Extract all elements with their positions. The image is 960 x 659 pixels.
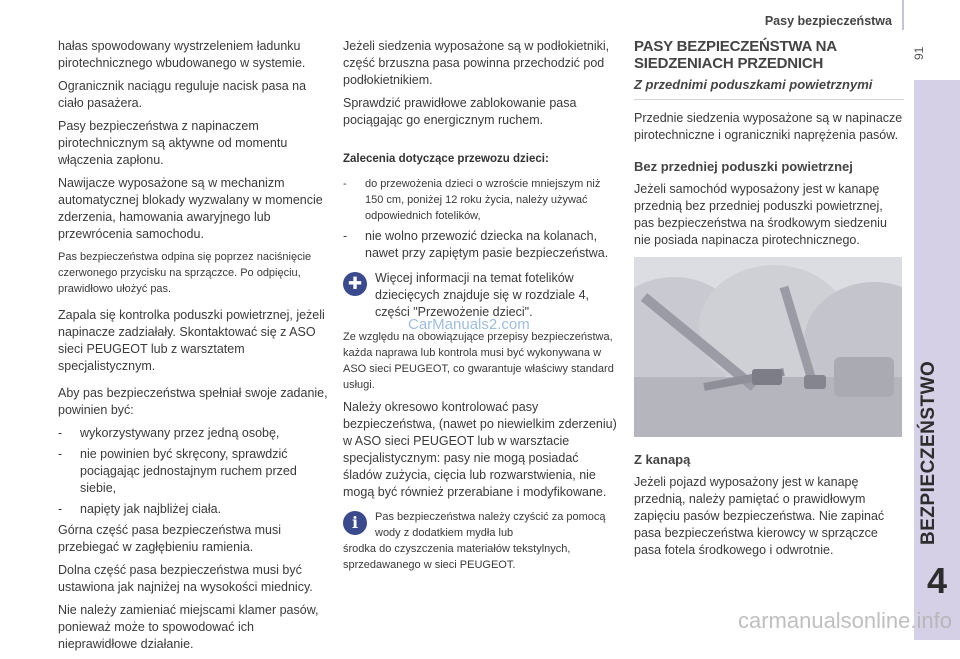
- paragraph: Jeżeli samochód wyposażony jest w kanapę przednią bez przedniej poduszki powietrznej, pas bezpieczeństwa na środkowym siedzeniu nie posiada napinacza pirotechnicznego.: [634, 182, 887, 247]
- paragraph: Nie należy zamieniać miejscami klamer pasów, ponieważ może to spowodować ich nieprawidłowe działanie.: [58, 603, 319, 651]
- paragraph: Jeżeli siedzenia wyposażone są w podłokietniki, część brzuszna pasa powinna przechodzić pod podłokietnikiem.: [343, 39, 610, 87]
- note-box: [343, 270, 618, 321]
- footer-watermark: carmanualsonline.info: [737, 608, 952, 633]
- list-item: - napięty jak najbliżej ciała.: [58, 502, 222, 516]
- note-box: [343, 509, 618, 573]
- running-header: Pasy bezpieczeństwa: [764, 14, 892, 28]
- paragraph: Ogranicznik naciągu reguluje nacisk pasa na ciało pasażera.: [58, 79, 307, 110]
- chapter-label: BEZPIECZEŃSTWO: [918, 360, 939, 545]
- paragraph: Zapala się kontrolka poduszki powietrznej, jeżeli napinacze zadziałały. Skontaktować się z ASO sieci PEUGEOT lub z warsztatem specjalistycznym.: [58, 308, 325, 373]
- column-left: [58, 38, 330, 659]
- seatbelt-illustration: [634, 257, 902, 437]
- seatbelt-photo: [634, 257, 902, 437]
- subsection-heading: Bez przedniej poduszki powietrznej: [634, 159, 853, 174]
- paragraph: Dolna część pasa bezpieczeństwa musi być ustawiona jak najniżej na wysokości miednicy.: [58, 563, 313, 594]
- section-subheading: Zalecenia dotyczące przewozu dzieci:: [343, 153, 549, 165]
- plus-info-icon: ✚: [343, 272, 367, 296]
- note-text: Więcej informacji na temat fotelików dziecięcych znajduje się w rozdziale 4, części "Przewożenie dzieci".: [375, 271, 589, 319]
- subsection-heading: Z kanapą: [634, 452, 691, 467]
- section-title: PASY BEZPIECZEŃSTWA NA SIEDZENIACH PRZEDNICH: [634, 38, 837, 72]
- info-icon: i: [343, 511, 367, 535]
- page-number: 91: [912, 46, 926, 60]
- list-item: - nie wolno przewozić dziecka na kolanach, nawet przy zapiętym pasie bezpieczeństwa.: [343, 229, 609, 260]
- paragraph: Aby pas bezpieczeństwa spełniał swoje zadanie, powinien być:: [58, 386, 328, 417]
- paragraph: Należy okresowo kontrolować pasy bezpieczeństwa, (nawet po niewielkim zderzeniu) w ASO sieci PEUGEOT lub w warsztacie specjalistycznym: pasy nie mogą posiadać śladów zużycia, cięcia lub rozwarstwienia, nie mogą być również przerabiane i modyfikowane.: [343, 400, 617, 499]
- paragraph: Górna część pasa bezpieczeństwa musi przebiegać w zagłębieniu ramienia.: [58, 523, 282, 554]
- watermark: CarManuals2.com: [408, 316, 530, 333]
- paragraph: Przednie siedzenia wyposażone są w napinacze pirotechniczne i ograniczniki naprężenia pasów.: [634, 111, 903, 142]
- list-item: - nie powinien być skręcony, sprawdzić pociągając jednostajnym ruchem przed siebie,: [58, 447, 297, 495]
- column-middle: [343, 38, 618, 581]
- note-text: Pas bezpieczeństwa należy czyścić za pomocą wody z dodatkiem mydła lub: [375, 511, 606, 539]
- paragraph: hałas spowodowany wystrzeleniem ładunku pirotechnicznego wbudowanego w systemie.: [58, 39, 306, 70]
- list-item: - wykorzystywany przez jedną osobę,: [58, 426, 280, 440]
- chapter-number: 4: [926, 560, 948, 601]
- paragraph: Sprawdzić prawidłowe zablokowanie pasa pociągając go energicznym ruchem.: [343, 96, 577, 127]
- list-item: - do przewożenia dzieci o wzroście mniejszym niż 150 cm, poniżej 12 roku życia, należy używać odpowiednich fotelików,: [343, 178, 601, 222]
- paragraph: Pasy bezpieczeństwa z napinaczem pirotechnicznym są aktywne od momentu włączenia zapłonu.: [58, 119, 288, 167]
- paragraph-small: Ze względu na obowiązujące przepisy bezpieczeństwa, każda naprawa lub kontrola musi być wykonywana w ASO sieci PEUGEOT, co gwarantuje właściwy standard usługi.: [343, 331, 614, 391]
- header-rule: [902, 0, 904, 30]
- section-subtitle: Z przednimi poduszkami powietrznymi: [634, 76, 904, 100]
- paragraph: Jeżeli pojazd wyposażony jest w kanapę przednią, należy pamiętać o prawidłowym zapięciu pasów bezpieczeństwa. Nie zapinać pasa bezpieczeństwa kierowcy w sprzączce pasa fotela środkowego i odwrotnie.: [634, 475, 885, 557]
- column-right: [634, 38, 904, 565]
- note-text: środka do czyszczenia materiałów tekstylnych, sprzedawanego w sieci PEUGEOT.: [343, 543, 571, 571]
- paragraph: Nawijacze wyposażone są w mechanizm automatycznej blokady wyzwalany w momencie zderzenia, hamowania awaryjnego lub przewrócenia samochodu.: [58, 176, 323, 241]
- paragraph-small: Pas bezpieczeństwa odpina się poprzez naciśnięcie czerwonego przycisku na sprzączce. Po odpięciu, prawidłowo ułożyć pas.: [58, 251, 312, 295]
